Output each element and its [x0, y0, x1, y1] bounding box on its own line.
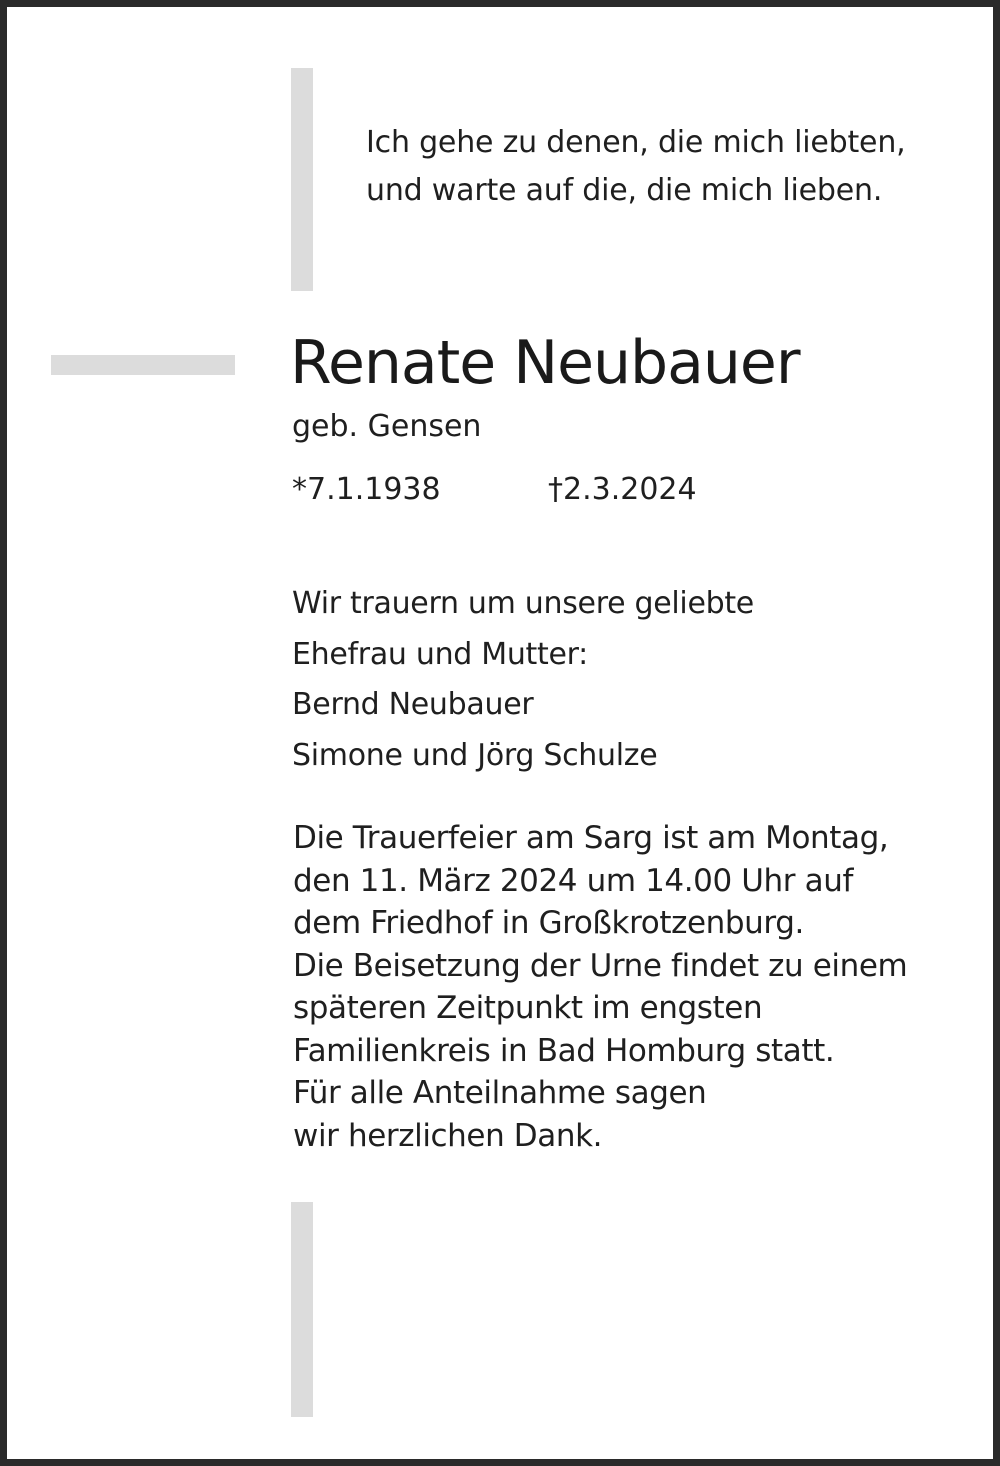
details-line: Die Trauerfeier am Sarg ist am Montag,: [293, 820, 889, 856]
details-line: Familienkreis in Bad Homburg statt.: [293, 1032, 835, 1069]
quote-line: Ich gehe zu denen, die mich liebten,: [366, 125, 906, 160]
mourners-line: Wir trauern um unsere geliebte: [292, 586, 754, 621]
memorial-quote: [366, 119, 905, 215]
cross-bar-top: [291, 68, 313, 291]
details-line: späteren Zeitpunkt im engsten: [293, 990, 763, 1026]
mourners-line: Ehefrau und Mutter:: [292, 636, 588, 672]
cross-bar-left: [51, 355, 235, 375]
birth-date: *7.1.1938: [292, 472, 441, 507]
details-line: Für alle Anteilnahme sagen: [293, 1075, 707, 1111]
mourners-block: [292, 579, 754, 781]
details-line: den 11. März 2024 um 14.00 Uhr auf: [293, 862, 853, 899]
mourner-name: Simone und Jörg Schulze: [292, 737, 658, 773]
details-line: dem Friedhof in Großkrotzenburg.: [293, 905, 804, 941]
deceased-name: Renate Neubauer: [290, 328, 800, 398]
quote-line: und warte auf die, die mich lieben.: [366, 173, 883, 208]
mourner-name: Bernd Neubauer: [292, 687, 534, 722]
death-date: †2.3.2024: [548, 472, 697, 507]
details-line: Die Beisetzung der Urne findet zu einem: [293, 947, 908, 984]
maiden-name: geb. Gensen: [292, 409, 482, 444]
cross-bar-bottom: [291, 1202, 313, 1417]
details-line: wir herzlichen Dank.: [293, 1117, 603, 1154]
life-dates: [292, 470, 697, 510]
funeral-details: [293, 817, 907, 1157]
